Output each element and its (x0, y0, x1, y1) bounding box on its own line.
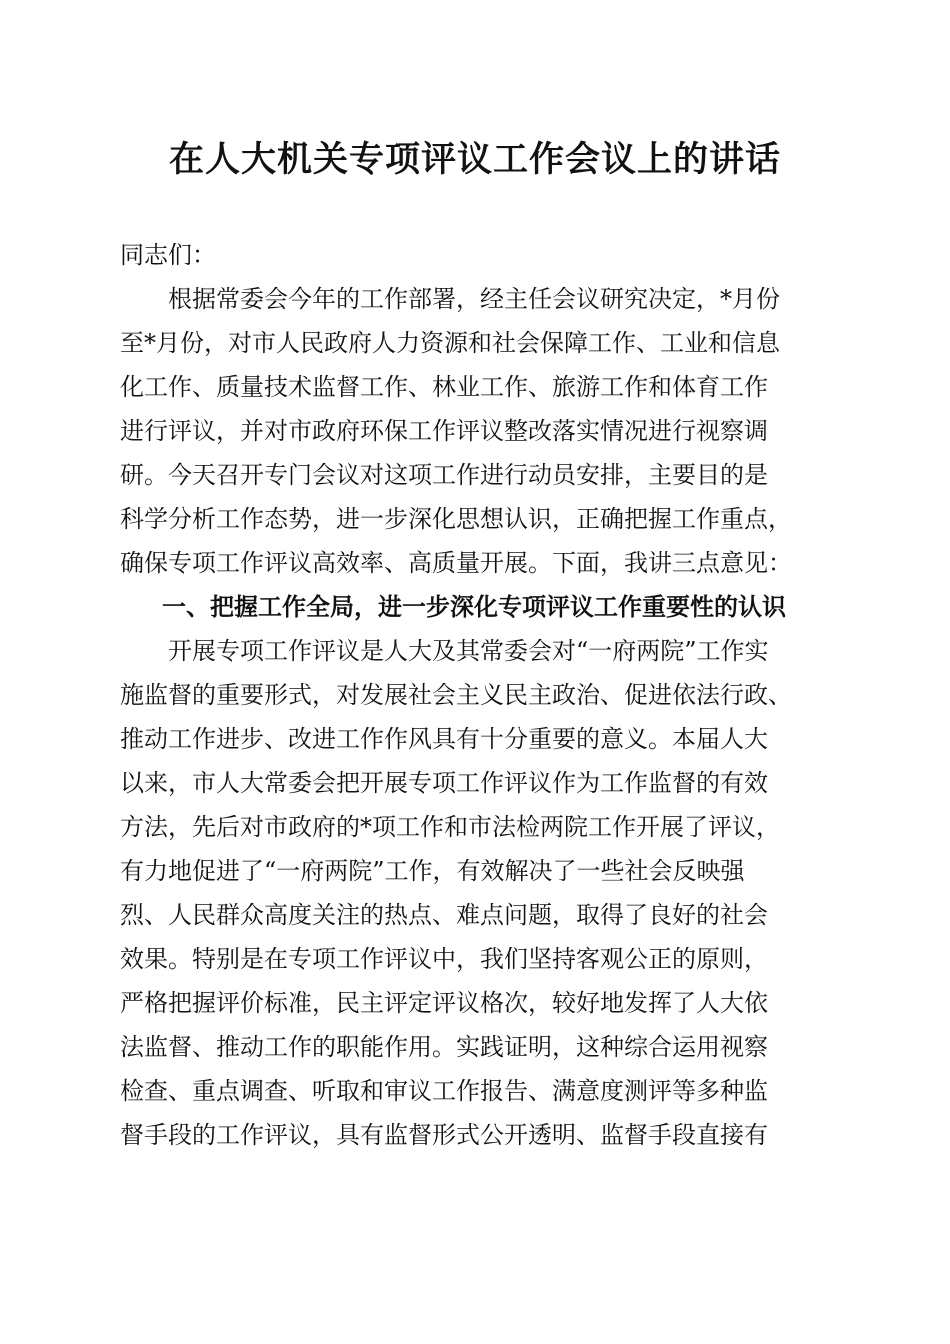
section-heading-1: 一、把握工作全局，进一步深化专项评议工作重要性的认识 (162, 593, 786, 621)
paragraph-2-line-4: 以来，市人大常委会把开展专项工作评议作为工作监督的有效 (120, 769, 768, 797)
document-title: 在人大机关专项评议工作会议上的讲话 (168, 139, 781, 180)
paragraph-2-line-6: 有力地促进了“一府两院”工作，有效解决了一些社会反映强 (120, 857, 745, 885)
paragraph-1-line-6: 科学分析工作态势，进一步深化思想认识，正确把握工作重点， (120, 505, 792, 533)
paragraph-2-line-2: 施监督的重要形式，对发展社会主义民主政治、促进依法行政、 (120, 681, 792, 709)
paragraph-2-line-8: 效果。特别是在专项工作评议中，我们坚持客观公正的原则， (120, 945, 768, 973)
paragraph-2-line-12: 督手段的工作评议，具有监督形式公开透明、监督手段直接有 (120, 1121, 768, 1149)
paragraph-1-line-4: 进行评议，并对市政府环保工作评议整改落实情况进行视察调 (120, 417, 768, 445)
paragraph-1-line-7: 确保专项工作评议高效率、高质量开展。下面，我讲三点意见： (120, 549, 792, 577)
paragraph-2-line-7: 烈、人民群众高度关注的热点、难点问题，取得了良好的社会 (120, 901, 768, 929)
paragraph-2-line-10: 法监督、推动工作的职能作用。实践证明，这种综合运用视察 (120, 1033, 768, 1061)
paragraph-1-line-3: 化工作、质量技术监督工作、林业工作、旅游工作和体育工作 (120, 373, 768, 401)
paragraph-2-line-9: 严格把握评价标准，民主评定评议格次，较好地发挥了人大依 (120, 989, 768, 1017)
paragraph-2-line-1: 开展专项工作评议是人大及其常委会对“一府两院”工作实 (168, 637, 769, 665)
paragraph-2-line-11: 检查、重点调查、听取和审议工作报告、满意度测评等多种监 (120, 1077, 768, 1105)
paragraph-1-line-5: 研。今天召开专门会议对这项工作进行动员安排，主要目的是 (120, 461, 768, 489)
paragraph-2-line-5: 方法，先后对市政府的*项工作和市法检两院工作开展了评议， (120, 813, 780, 841)
paragraph-1-line-1: 根据常委会今年的工作部署，经主任会议研究决定，*月份 (168, 285, 780, 313)
paragraph-1-line-2: 至*月份，对市人民政府人力资源和社会保障工作、工业和信息 (120, 329, 780, 357)
salutation: 同志们： (120, 241, 216, 269)
paragraph-2-line-3: 推动工作进步、改进工作作风具有十分重要的意义。本届人大 (120, 725, 768, 753)
